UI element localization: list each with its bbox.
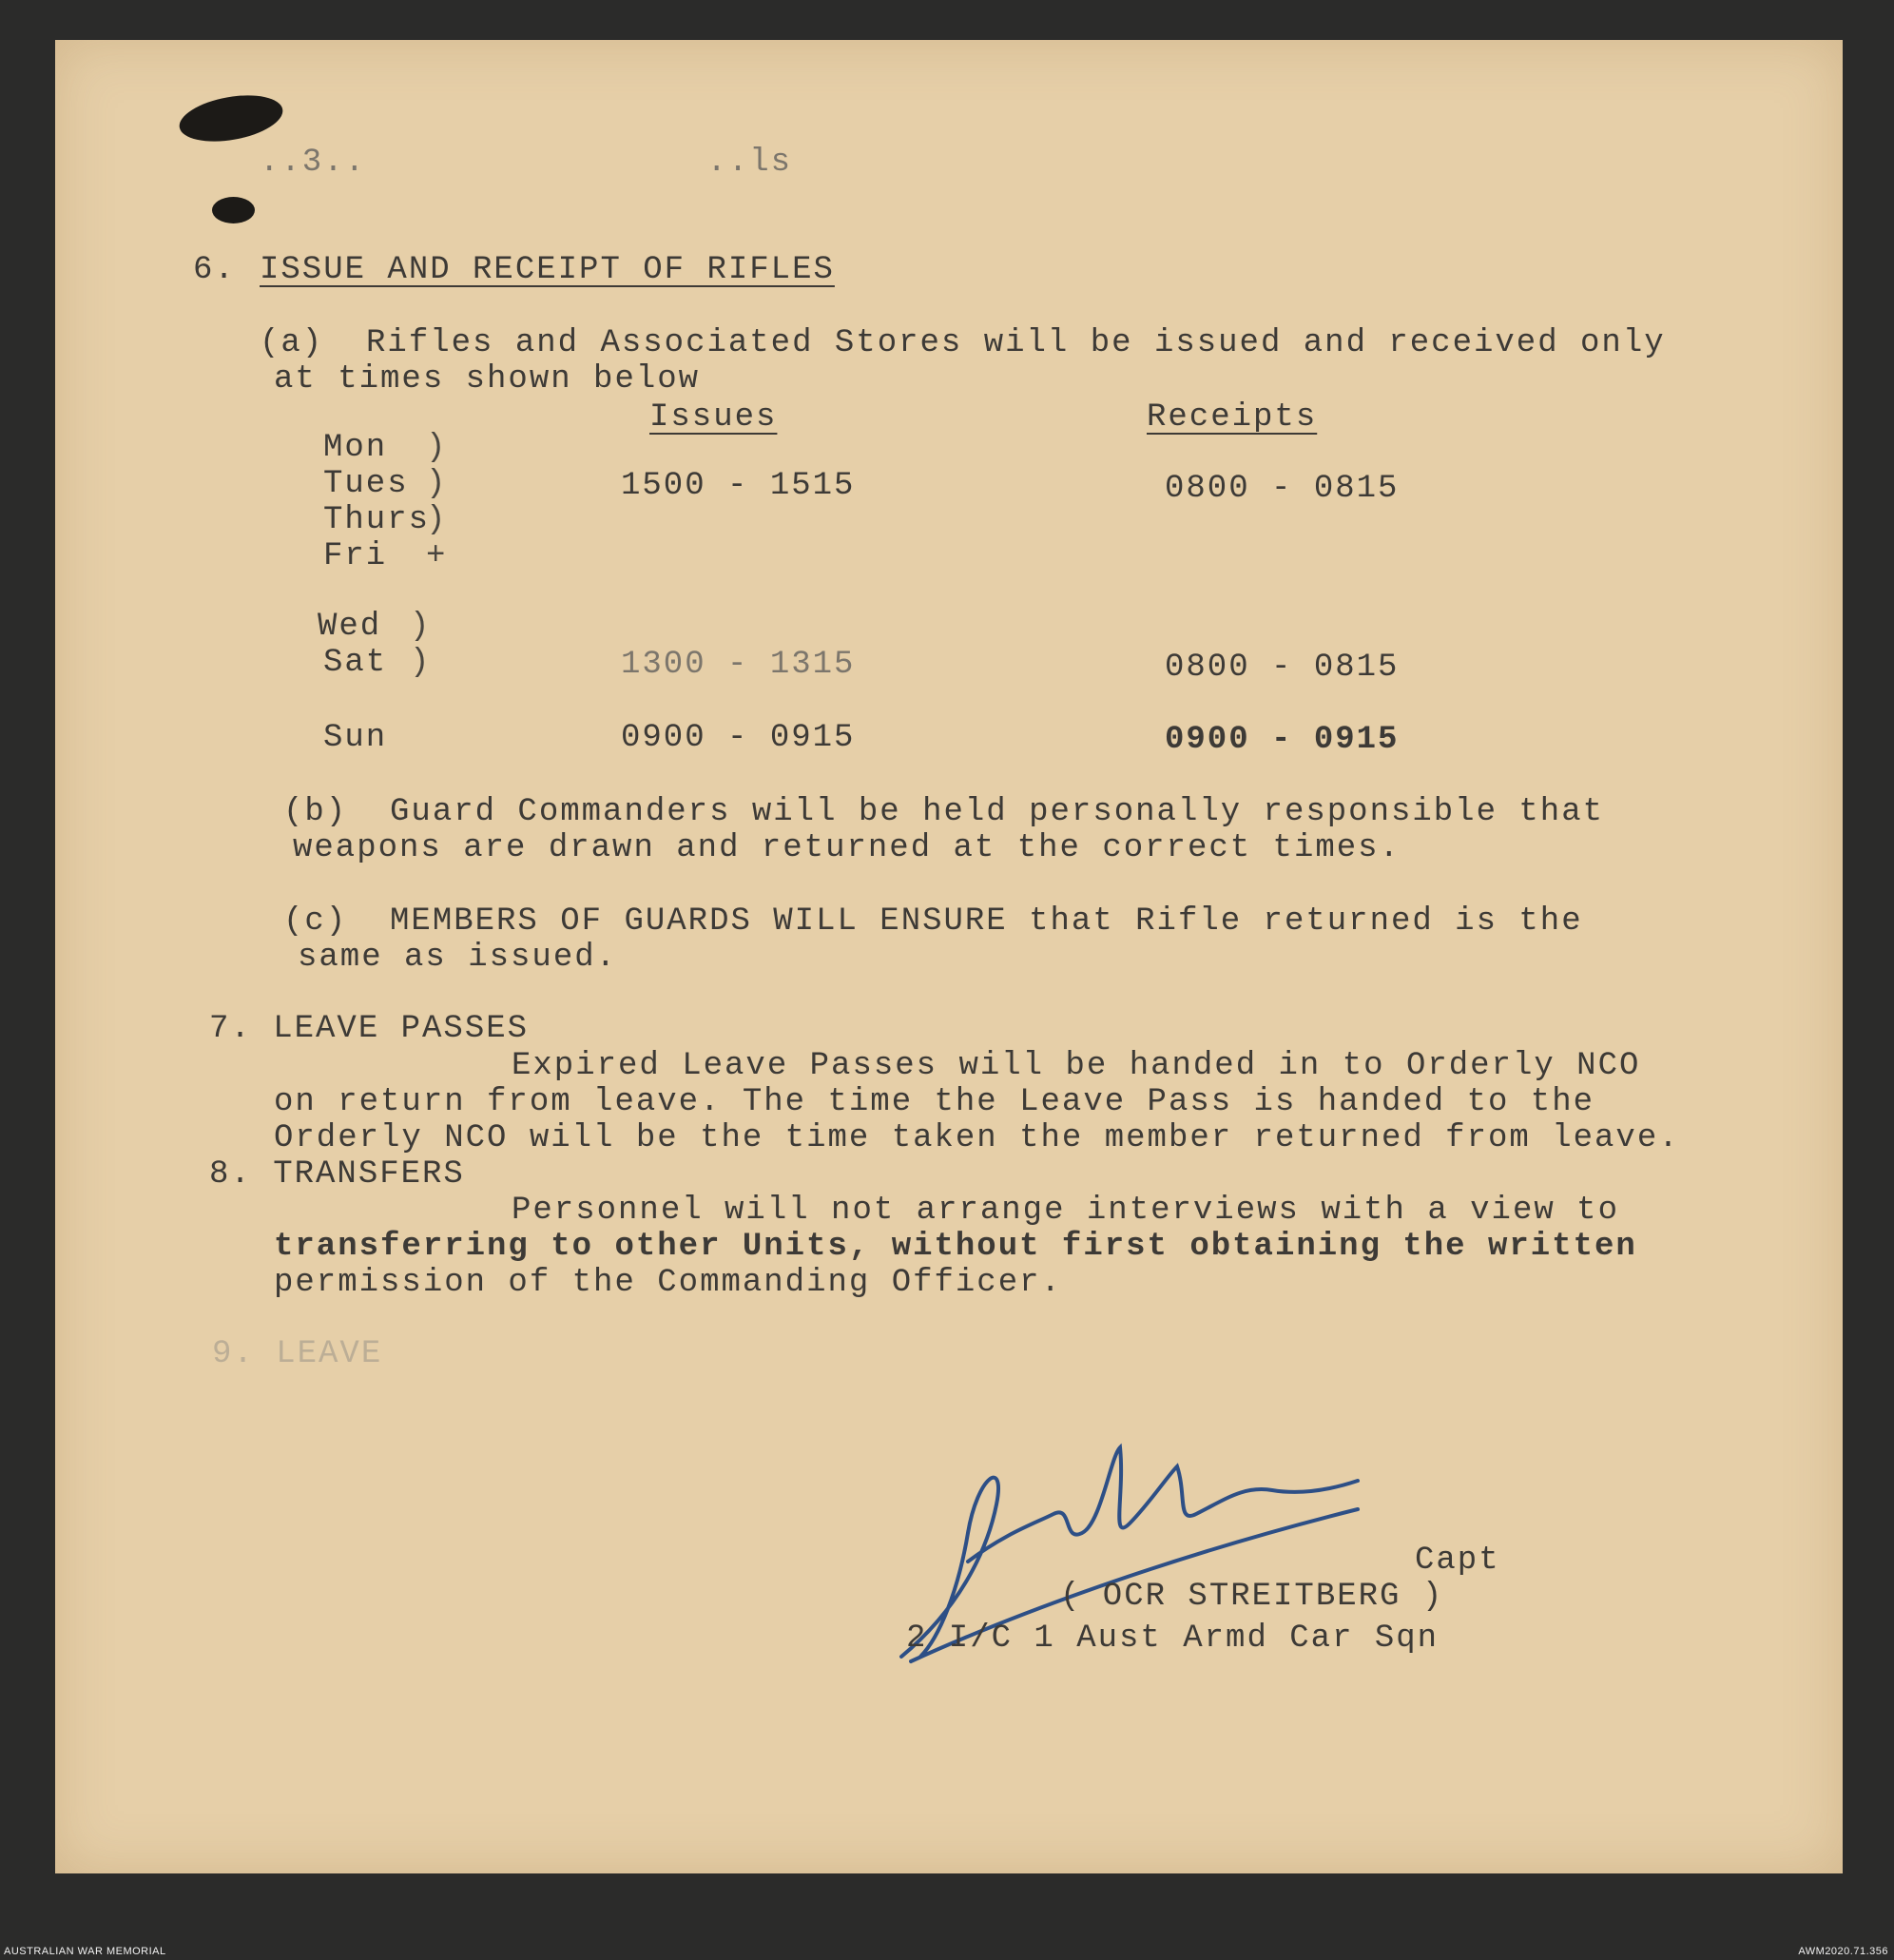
day-label: Tues xyxy=(323,466,409,502)
bracket-mark: ) ) ) + xyxy=(426,430,446,574)
column-header-receipts: Receipts xyxy=(1147,399,1318,436)
section7-line1: Expired Leave Passes will be handed in to Orderly NCO xyxy=(512,1048,1641,1084)
section9-fragment: 9. LEAVE xyxy=(212,1336,383,1372)
section8-line3: permission of the Commanding Officer. xyxy=(274,1265,1062,1301)
day-label: Wed xyxy=(318,609,382,645)
day-label: Sun xyxy=(323,720,388,756)
day-label: Mon xyxy=(323,430,388,466)
section6-a-line2: at times shown below xyxy=(274,361,701,398)
issue-time: 1500 - 1515 xyxy=(621,468,856,504)
footer-accession-number: AWM2020.71.356 xyxy=(1798,1946,1888,1957)
signatory-name: ( OCR STREITBERG ) xyxy=(1060,1579,1444,1615)
section7-line2: on return from leave. The time the Leave Pass is handed to the xyxy=(274,1084,1595,1120)
section8-line1: Personnel will not arrange interviews with a view to xyxy=(512,1193,1619,1229)
footer-institution: AUSTRALIAN WAR MEMORIAL xyxy=(4,1946,166,1957)
receipt-time: 0800 - 0815 xyxy=(1165,650,1400,686)
section6-b-line1: (b) Guard Commanders will be held personally responsible that xyxy=(283,794,1605,830)
signatory-title: 2 I/C 1 Aust Armd Car Sqn xyxy=(906,1620,1440,1657)
issue-time: 0900 - 0915 xyxy=(621,720,856,756)
section6-a-line1: (a) Rifles and Associated Stores will be issued and received only xyxy=(260,325,1666,361)
signatory-rank: Capt xyxy=(1415,1543,1500,1579)
document-page xyxy=(55,40,1843,1873)
section6-c-line2: same as issued. xyxy=(298,940,618,976)
header-fragment: ..3.. ..ls xyxy=(260,145,793,181)
section8-heading: 8. TRANSFERS xyxy=(209,1156,465,1193)
section7-line3: Orderly NCO will be the time taken the member returned from leave. xyxy=(274,1120,1680,1156)
day-label: Fri xyxy=(323,538,388,574)
column-header-issues: Issues xyxy=(649,399,778,436)
issue-time: 1300 - 1315 xyxy=(621,647,856,683)
section6-title: ISSUE AND RECEIPT OF RIFLES xyxy=(260,252,835,288)
receipt-time: 0900 - 0915 xyxy=(1165,722,1400,758)
section6-b-line2: weapons are drawn and returned at the correct times. xyxy=(293,830,1401,866)
ink-blot xyxy=(212,197,255,223)
bracket-mark: ) ) xyxy=(410,609,430,681)
section8-line2: transferring to other Units, without first obtaining the written xyxy=(274,1229,1637,1265)
section6-c-line1: (c) MEMBERS OF GUARDS WILL ENSURE that Rifle returned is the xyxy=(283,903,1583,940)
section6-number: 6. xyxy=(193,252,236,288)
section7-heading: 7. LEAVE PASSES xyxy=(209,1011,530,1047)
ink-blot xyxy=(176,88,286,148)
receipt-time: 0800 - 0815 xyxy=(1165,471,1400,507)
day-label: Sat xyxy=(323,645,388,681)
day-label: Thurs xyxy=(323,502,431,538)
